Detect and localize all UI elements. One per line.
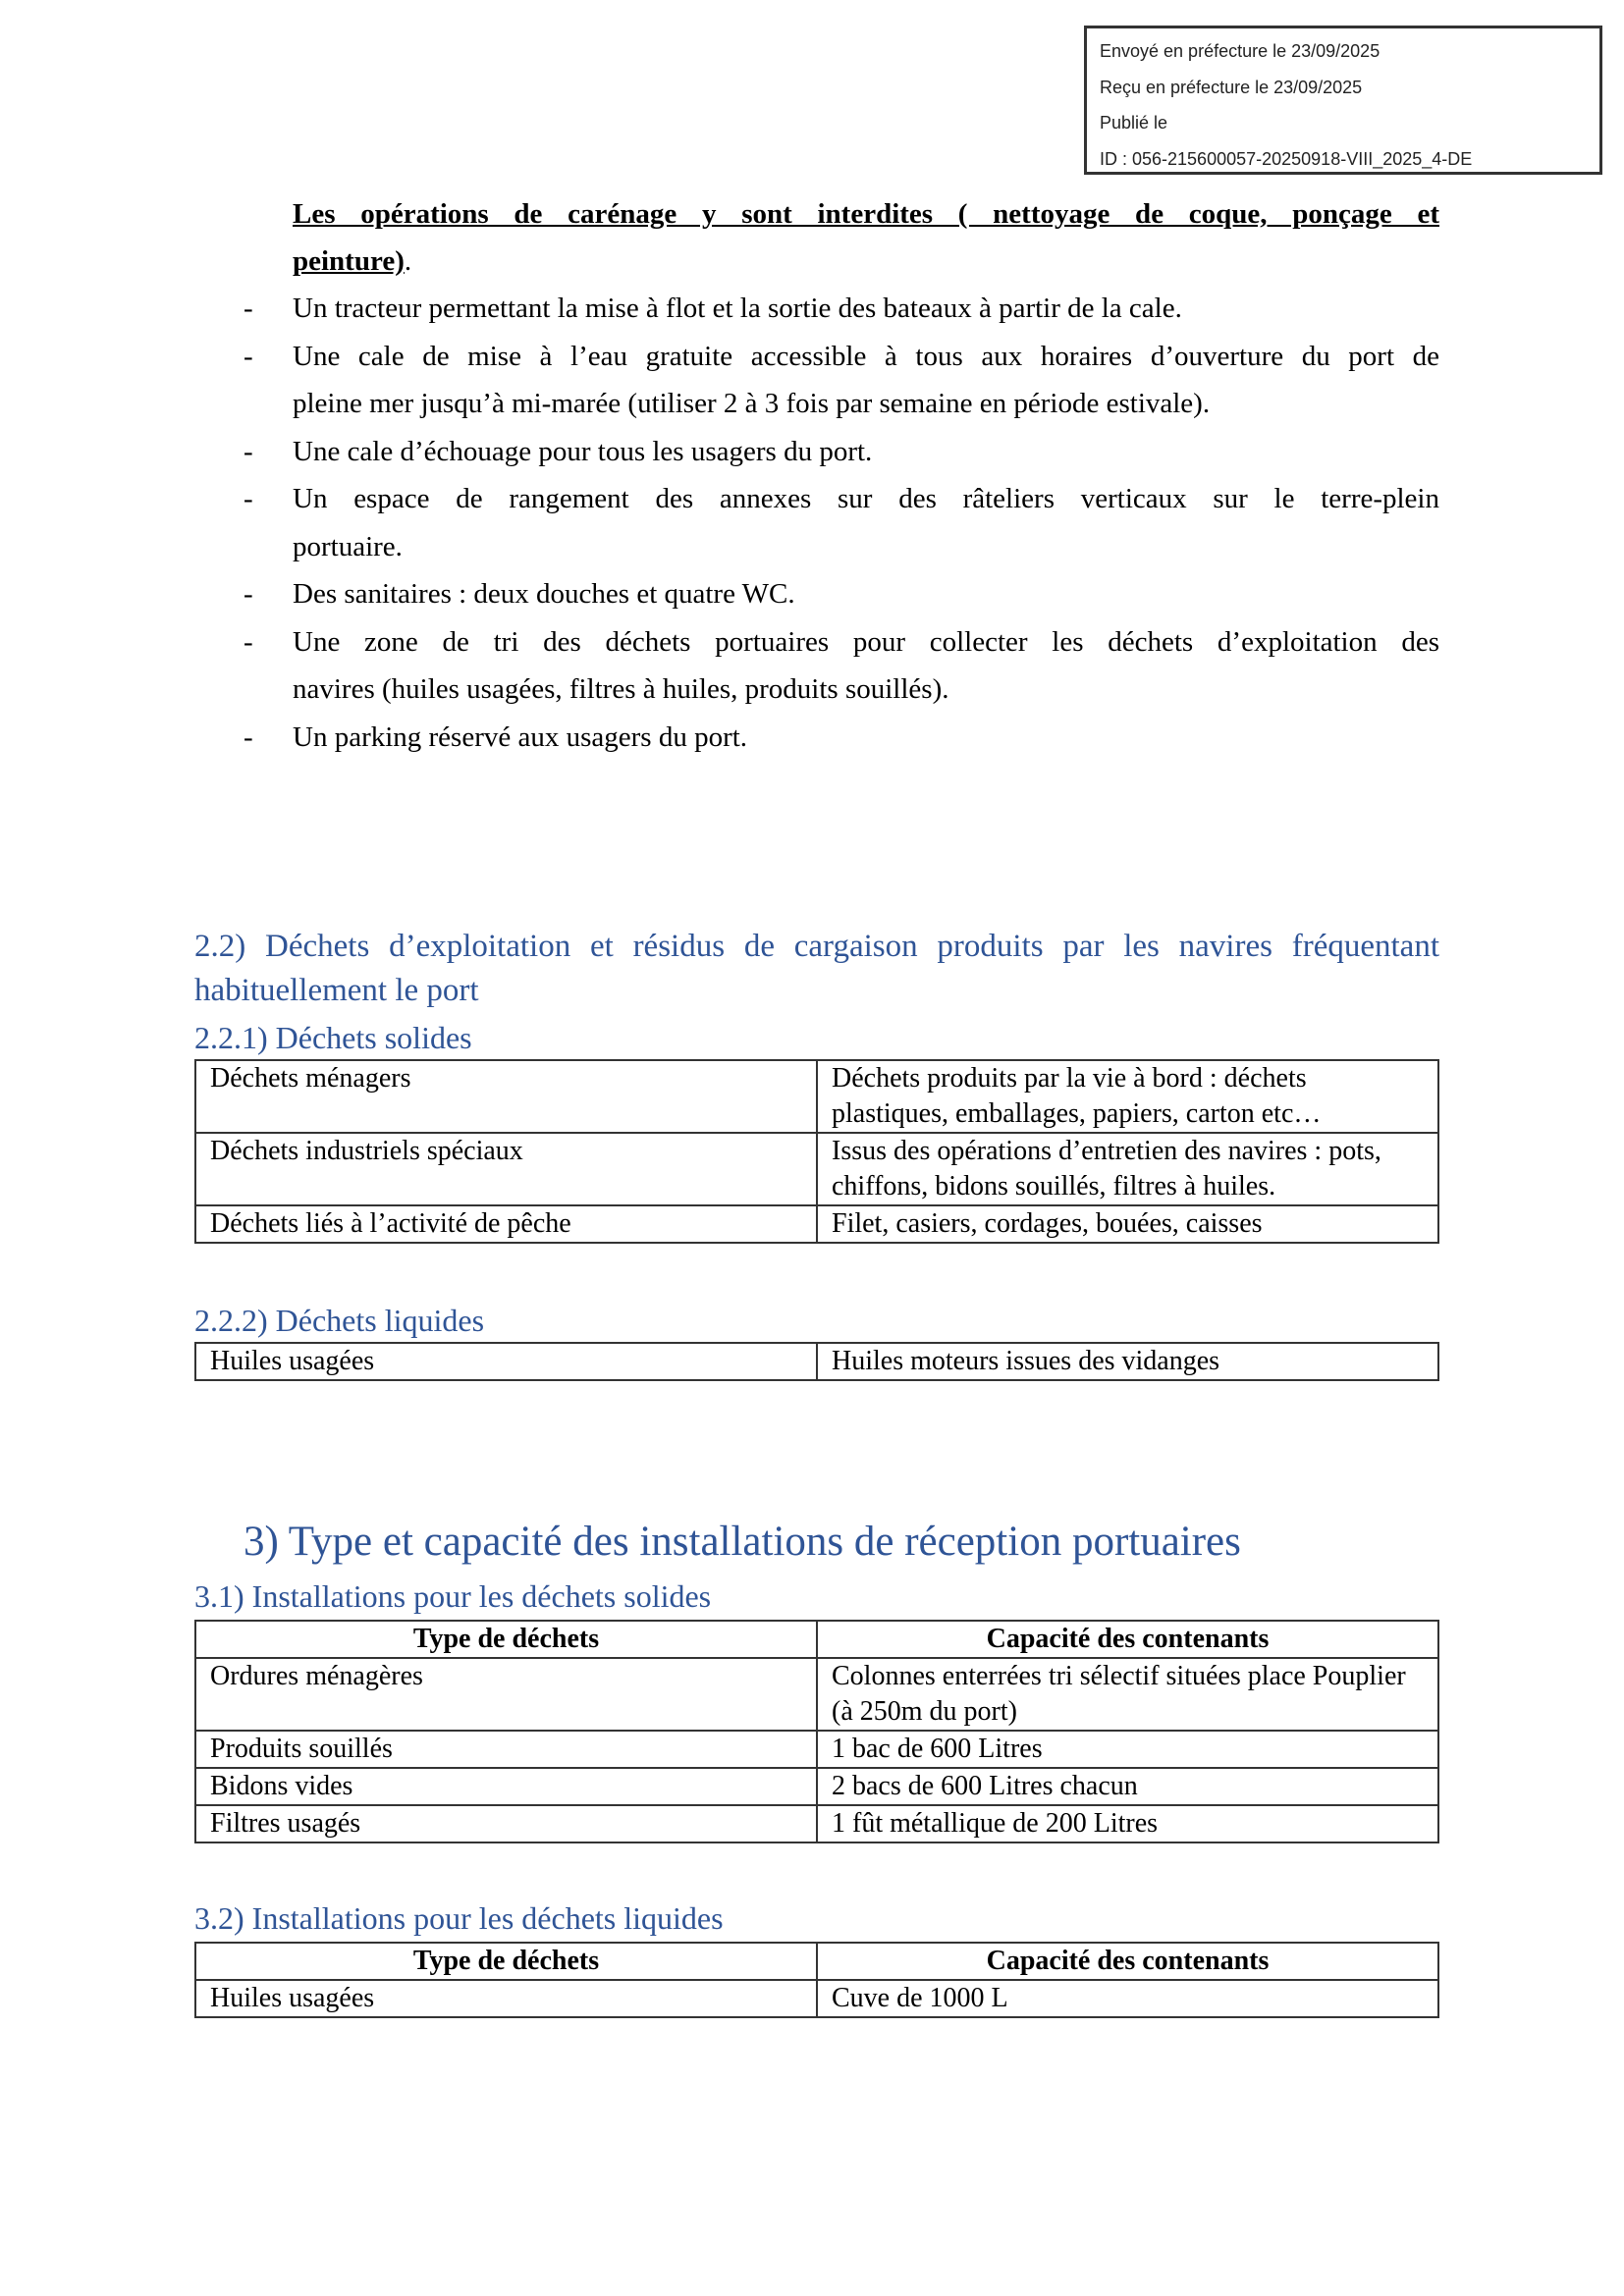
bullet-item-line: Un tracteur permettant la mise à flot et la sortie des bateaux à partir de la cale. bbox=[293, 293, 1182, 324]
table-header-cell: Capacité des contenants bbox=[817, 1943, 1438, 1980]
table-cell: Cuve de 1000 L bbox=[817, 1980, 1438, 2017]
section-2-2-title-line1: 2.2) Déchets d’exploitation et résidus de cargaison produits par les navires fréquentant bbox=[194, 929, 1439, 964]
table-header-row bbox=[195, 1943, 1438, 1980]
table-row bbox=[195, 1060, 1438, 1133]
stamp-sent: Envoyé en préfecture le 23/09/2025 bbox=[1100, 41, 1380, 61]
liquid-waste-facilities-table bbox=[194, 1942, 1439, 2018]
table-cell: Ordures ménagères bbox=[195, 1658, 817, 1731]
table-cell: Huiles usagées bbox=[195, 1980, 817, 2017]
section-3-1-heading: 3.1) Installations pour les déchets solides bbox=[194, 1578, 712, 1614]
intro-period: . bbox=[404, 245, 412, 277]
table-cell: Huiles usagées bbox=[195, 1343, 817, 1380]
section-2-2-heading bbox=[194, 925, 1439, 1013]
table-row bbox=[195, 1980, 1438, 2017]
table-cell: Filet, casiers, cordages, bouées, caisses bbox=[817, 1205, 1438, 1243]
table-row bbox=[195, 1205, 1438, 1243]
solid-waste-types-table bbox=[194, 1059, 1439, 1244]
table-cell: Produits souillés bbox=[195, 1731, 817, 1768]
bullet-marker: - bbox=[244, 483, 253, 514]
table-header-cell: Capacité des contenants bbox=[817, 1621, 1438, 1658]
table-cell: 1 bac de 600 Litres bbox=[817, 1731, 1438, 1768]
stamp-received: Reçu en préfecture le 23/09/2025 bbox=[1100, 77, 1363, 97]
table-cell: Déchets industriels spéciaux bbox=[195, 1133, 817, 1205]
table-header-row bbox=[195, 1621, 1438, 1658]
table-cell: Bidons vides bbox=[195, 1768, 817, 1805]
section-2-2-title-line2: habituellement le port bbox=[194, 973, 479, 1008]
table-row bbox=[195, 1805, 1438, 1842]
intro-bold-text-1: Les opérations de carénage y sont interdites ( nettoyage de coque, ponçage et bbox=[293, 198, 1439, 230]
table-row bbox=[195, 1133, 1438, 1205]
intro-bold-line2 bbox=[293, 238, 1439, 285]
table-header-cell: Type de déchets bbox=[195, 1943, 817, 1980]
bullet-marker: - bbox=[244, 721, 253, 753]
bullet-item-line: portuaire. bbox=[293, 530, 403, 562]
bullet-item-line: Un parking réservé aux usagers du port. bbox=[293, 721, 748, 753]
intro-bold-text-2: peinture) bbox=[293, 245, 405, 277]
table-cell: Colonnes enterrées tri sélectif situées place Pouplier (à 250m du port) bbox=[817, 1658, 1438, 1731]
table-cell: 1 fût métallique de 200 Litres bbox=[817, 1805, 1438, 1842]
table-row bbox=[195, 1343, 1438, 1380]
table-cell: Filtres usagés bbox=[195, 1805, 817, 1842]
table-cell: Issus des opérations d’entretien des navires : pots, chiffons, bidons souillés, filtres à huiles. bbox=[817, 1133, 1438, 1205]
section-3-heading: 3) Type et capacité des installations de réception portuaires bbox=[244, 1519, 1241, 1565]
bullet-item-line: Des sanitaires : deux douches et quatre WC. bbox=[293, 578, 795, 610]
bullet-item-line: navires (huiles usagées, filtres à huiles, produits souillés). bbox=[293, 673, 949, 705]
table-row bbox=[195, 1768, 1438, 1805]
prefecture-stamp bbox=[1084, 26, 1602, 175]
bullet-item-line: Une zone de tri des déchets portuaires pour collecter les déchets d’exploitation des bbox=[293, 625, 1439, 658]
table-row bbox=[195, 1731, 1438, 1768]
table-header-cell: Type de déchets bbox=[195, 1621, 817, 1658]
section-2-2-1-heading: 2.2.1) Déchets solides bbox=[194, 1020, 472, 1055]
stamp-published: Publié le bbox=[1100, 113, 1168, 133]
liquid-waste-types-table bbox=[194, 1342, 1439, 1381]
bullet-marker: - bbox=[244, 340, 253, 372]
table-cell: Déchets ménagers bbox=[195, 1060, 817, 1133]
bullet-marker: - bbox=[244, 293, 253, 324]
bullet-item-line: Un espace de rangement des annexes sur des râteliers verticaux sur le terre-plein bbox=[293, 483, 1439, 514]
bullet-item-line: Une cale d’échouage pour tous les usagers du port. bbox=[293, 435, 873, 467]
table-cell: Huiles moteurs issues des vidanges bbox=[817, 1343, 1438, 1380]
intro-bold-line1 bbox=[293, 190, 1439, 238]
stamp-id: ID : 056-215600057-20250918-VIII_2025_4-DE bbox=[1100, 148, 1473, 169]
bullet-marker: - bbox=[244, 435, 253, 467]
table-cell: 2 bacs de 600 Litres chacun bbox=[817, 1768, 1438, 1805]
bullet-item-line: pleine mer jusqu’à mi-marée (utiliser 2 à 3 fois par semaine en période estivale). bbox=[293, 388, 1211, 419]
section-2-2-2-heading: 2.2.2) Déchets liquides bbox=[194, 1303, 485, 1338]
bullet-marker: - bbox=[244, 625, 253, 658]
solid-waste-facilities-table bbox=[194, 1620, 1439, 1843]
table-cell: Déchets liés à l’activité de pêche bbox=[195, 1205, 817, 1243]
table-cell: Déchets produits par la vie à bord : déchets plastiques, emballages, papiers, carton etc… bbox=[817, 1060, 1438, 1133]
bullet-marker: - bbox=[244, 578, 253, 610]
table-row bbox=[195, 1658, 1438, 1731]
bullet-item-line: Une cale de mise à l’eau gratuite accessible à tous aux horaires d’ouverture du port de bbox=[293, 340, 1439, 372]
section-3-2-heading: 3.2) Installations pour les déchets liquides bbox=[194, 1900, 724, 1936]
